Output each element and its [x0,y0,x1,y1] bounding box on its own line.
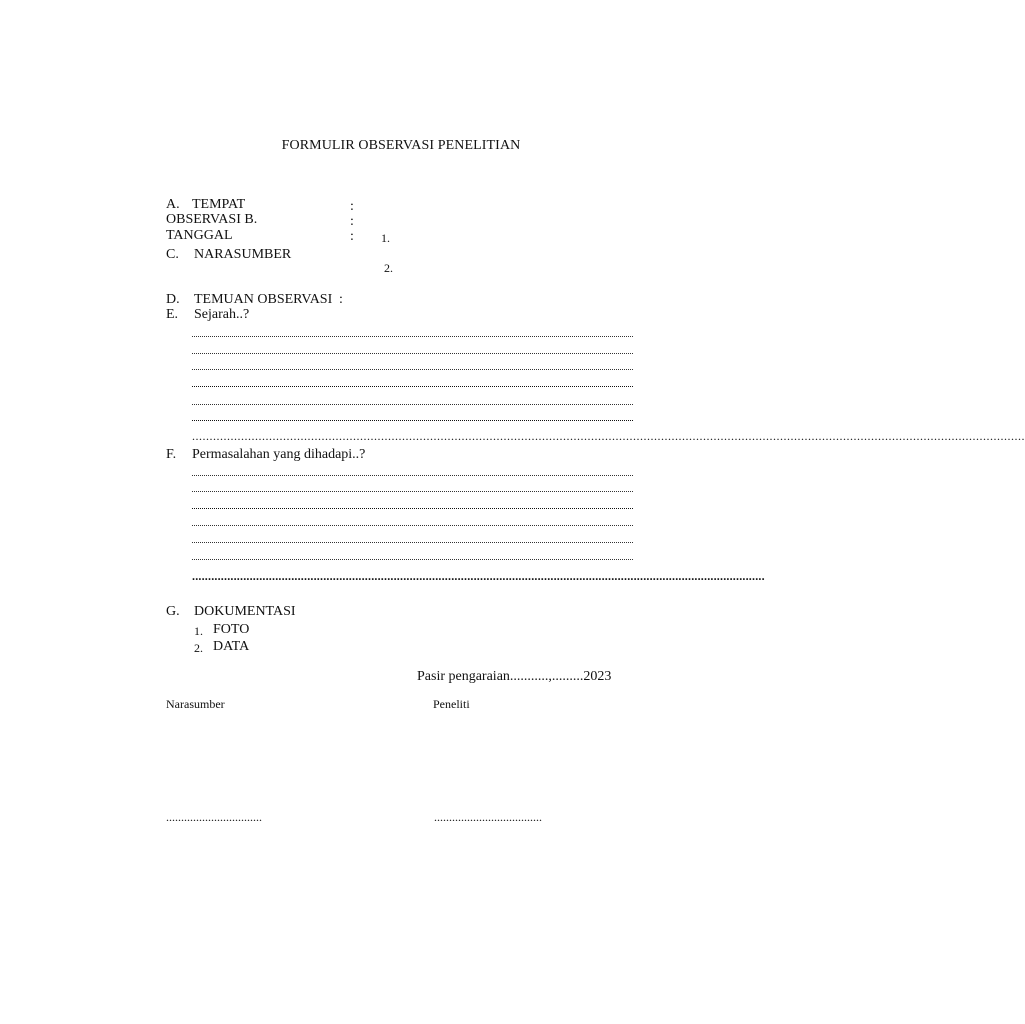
section-f-dotted-line-2 [192,491,633,492]
section-f-dotted-line-1 [192,475,633,476]
signature-peneliti-label: Peneliti [433,697,470,711]
section-e-letter: E. [166,307,179,322]
doc-item-1-label: FOTO [213,622,250,637]
place-date: Pasir pengaraian...........,.........2023 [417,669,612,684]
narasumber-number-1: 1. [381,231,390,245]
field-b-colon-upper: : [350,214,354,229]
field-a-label-continued: OBSERVASI B. [166,212,258,227]
section-e-label: Sejarah..? [194,307,250,322]
field-a-label: TEMPAT [192,197,246,212]
section-g-letter: G. [166,604,180,619]
section-f-dotted-line-4 [192,525,633,526]
form-title: FORMULIR OBSERVASI PENELITIAN [281,138,521,153]
doc-item-1-number: 1. [194,624,203,638]
section-e-dotted-line-5 [192,404,633,405]
doc-item-2-label: DATA [213,639,250,654]
section-f-letter: F. [166,447,177,462]
field-b-colon: : [350,229,354,244]
section-e-dotted-line-1 [192,336,633,337]
section-f-dotted-line-6 [192,559,633,560]
section-e-dotted-line-4 [192,386,633,387]
field-a-colon: : [350,199,354,214]
section-d-colon: : [339,292,343,307]
section-d-label: TEMUAN OBSERVASI [194,292,333,307]
field-b-label: TANGGAL [166,228,233,243]
doc-item-2-number: 2. [194,641,203,655]
field-c-letter: C. [166,247,179,262]
section-e-dotted-line-3 [192,369,633,370]
signature-peneliti-line: .................................... [434,810,542,824]
section-e-dotted-line-7: .............................................................................................................................................................................................................................................. [192,429,1025,443]
section-g-label: DOKUMENTASI [194,604,296,619]
section-f-dotted-line-3 [192,508,633,509]
field-c-label: NARASUMBER [194,247,292,262]
field-a-letter: A. [166,197,180,212]
section-e-dotted-line-6 [192,420,633,421]
section-f-dotted-line-7: ................................................................................................................................................................................... [192,569,765,583]
section-f-dotted-line-5 [192,542,633,543]
signature-narasumber-line: ................................ [166,810,262,824]
signature-narasumber-label: Narasumber [166,697,225,711]
section-f-label: Permasalahan yang dihadapi..? [192,447,366,462]
section-e-dotted-line-2 [192,353,633,354]
section-d-letter: D. [166,292,180,307]
narasumber-number-2: 2. [384,261,393,275]
